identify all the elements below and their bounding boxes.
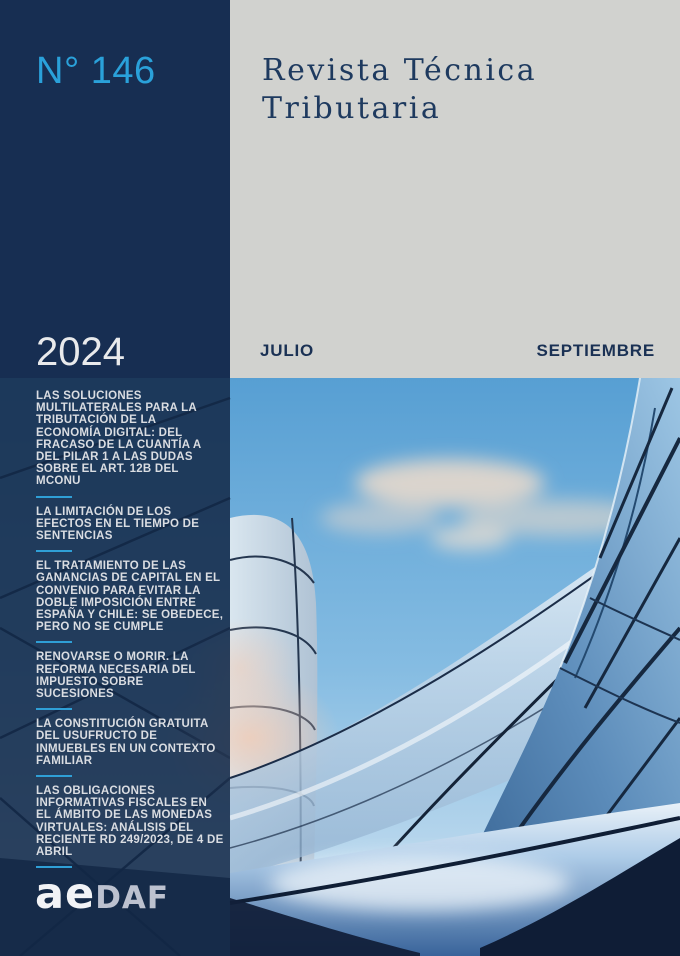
article-divider	[36, 708, 72, 710]
article-divider	[36, 496, 72, 498]
article-title: LA CONSTITUCIÓN GRATUITA DEL USUFRUCTO DE INMUEBLES EN UN CONTEXTO FAMILIAR	[36, 718, 216, 767]
issue-period	[260, 341, 655, 361]
article-title: EL TRATAMIENTO DE LAS GANANCIAS DE CAPITAL EN EL CONVENIO PARA EVITAR LA DOBLE IMPOSICIÓN ENTRE ESPAÑA Y CHILE: SE OBEDECE, PERO NO SE CUMPLE	[36, 560, 224, 634]
article-title: LAS SOLUCIONES MULTILATERALES PARA LA TRIBUTACIÓN DE LA ECONOMÍA DIGITAL: DEL FRACASO DE LA CUANTÍA A DEL PILAR 1 A LAS DUDAS SOBRE EL ART. 12B DEL MCONU	[36, 390, 202, 488]
issue-number: N° 146	[36, 50, 156, 92]
year-label: 2024	[36, 330, 125, 374]
article-title: LAS OBLIGACIONES INFORMATIVAS FISCALES EN EL ÁMBITO DE LAS MONEDAS VIRTUALES: ANÁLISIS DEL RECIENTE RD 249/2023, DE 4 DE ABRIL	[36, 785, 224, 859]
month-end-label: SEPTIEMBRE	[536, 341, 655, 360]
logo-ae: ae	[35, 869, 96, 919]
article-divider	[36, 866, 72, 868]
magazine-title: Revista Técnica Tributaria	[262, 53, 538, 126]
article-title: LA LIMITACIÓN DE LOS EFECTOS EN EL TIEMPO DE SENTENCIAS	[36, 505, 200, 543]
month-start-label: JULIO	[260, 341, 315, 360]
masthead	[230, 0, 680, 378]
logo-daf: DAF	[95, 880, 170, 916]
articles-list	[36, 390, 224, 876]
article-divider	[36, 641, 72, 643]
aedaf-logo	[35, 869, 169, 919]
article-title: RENOVARSE O MORIR. LA REFORMA NECESARIA DEL IMPUESTO SOBRE SUCESIONES	[36, 651, 196, 701]
article-divider	[36, 775, 72, 777]
article-divider	[36, 550, 72, 552]
